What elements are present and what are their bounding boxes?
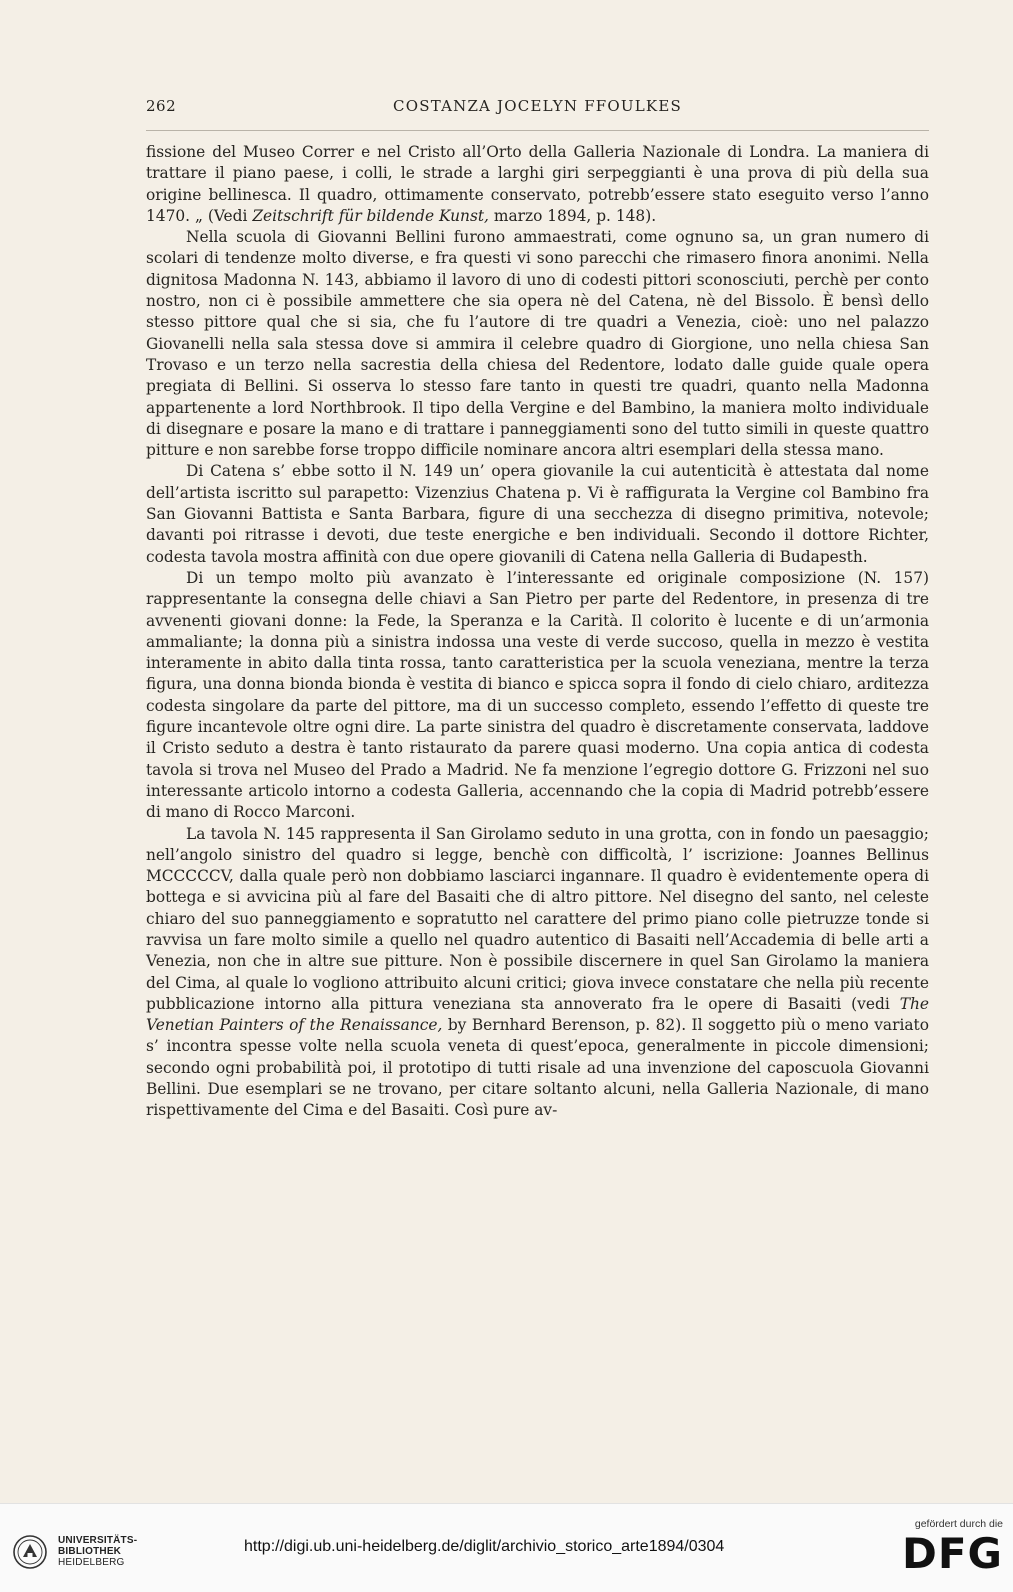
paragraph-5-text-a: La tavola N. 145 rappresenta il San Girolamo seduto in una grotta, con in fondo un paesaggio; nell’angolo sinistro del quadro si legge, benchè con difficoltà, l’ iscrizione: Joannes Bellinus MCCCCCV, dalla quale però non dobbiamo lasciarci ingannare. Il quadro è evidentemente opera di bottega e si avvicina più al fare del Basaiti che di altro pittore. Nel disegno del santo, nel celeste chiaro del suo panneggiamento e sopratutto nel carattere del primo piano colle pietruzze tonde si ravvisa un fare molto simile a quello nel quadro autentico di Basaiti nell’Accademia di belle arti a Venezia, non che in altre sue pitture. Non è possibile discernere in quel San Girolamo la maniera del Cima, al quale lo vogliono attribuito alcuni critici; giova invece constatare che nella più recente pubblicazione intorno alla pittura veneziana sta annoverato fra le opere di Basaiti (vedi	[146, 824, 929, 1013]
permalink-url[interactable]: http://digi.ub.uni-heidelberg.de/diglit/archivio_storico_arte1894/0304	[244, 1538, 725, 1555]
footer-bar	[0, 1503, 1013, 1592]
body-text	[146, 142, 929, 1122]
page-header	[146, 97, 929, 121]
paragraph-2: Nella scuola di Giovanni Bellini furono ammaestrati, come ognuno sa, un gran numero di scolari di tendenze molto diverse, e fra questi vi sono parecchi che rimasero finora anonimi. Nella dignitosa Madonna N. 143, abbiamo il lavoro di uno di codesti pittori sconosciuti, perchè per conto nostro, non ci è possibile ammettere che sia opera nè del Catena, nè del Bissolo. È bensì dello stesso pittore qual che si sia, che fu l’autore di tre quadri a Venezia, cioè: uno nel palazzo Giovanelli nella sala stessa dove si ammira il celebre quadro di Giorgione, uno nella chiesa San Trovaso e un terzo nella sacrestia della chiesa del Redentore, lodato dalle guide quale opera pregiata di Bellini. Si osserva lo stesso fare tanto in questi tre quadri, quanto nella Madonna appartenente a lord Northbrook. Il tipo della Vergine e del Bambino, la maniera molto individuale di disegnare e posare la mano e di trattare i panneggiamenti sono del tutto simili in queste quattro pitture e non sarebbe forse troppo difficile nominare ancora altri esemplari della stessa mano.	[146, 228, 929, 460]
paragraph-1-text-a: fissione del Museo Correr e nel Cristo all’Orto della Galleria Nazionale di Londra. La maniera di trattare il piano paese, i colli, le strade a larghi giri serpeggianti è una prova di più della sua origine bellinesca. Il quadro, ottimamente conservato, potrebb’essere stato eseguito verso l’anno 1470. „ (Vedi	[146, 143, 929, 225]
university-library-logo[interactable]	[12, 1526, 152, 1576]
journal-title: Zeitschrift für bildende Kunst,	[252, 206, 489, 225]
header-rule	[146, 130, 929, 131]
running-title: COSTANZA JOCELYN FFOULKES	[393, 97, 682, 115]
book-title: The Venetian Painters of the Renaissance,	[146, 994, 929, 1035]
paragraph-1	[146, 142, 929, 227]
paragraph-5	[146, 824, 929, 1122]
library-name-line-1: UNIVERSITÄTS-	[58, 1535, 138, 1546]
paragraph-5-text-b: by Bernhard Berenson, p. 82). Il soggetto più o meno variato s’ incontra spesse volte nella scuola veneta di quest’epoca, generalmente in piccole dimensioni; secondo ogni probabilità poi, il prototipo di tutti risale ad una invenzione del caposcuola Giovanni Bellini. Due esemplari se ne trovano, per citare soltanto alcuni, nella Galleria Nazionale, di mano rispettivamente del Cima e del Basaiti. Così pure av-	[146, 1016, 929, 1120]
paragraph-1-text-b: marzo 1894, p. 148).	[488, 206, 657, 225]
page-number: 262	[146, 97, 177, 115]
funder-logo[interactable]	[893, 1518, 1003, 1586]
library-name-line-2: BIBLIOTHEK	[58, 1546, 122, 1557]
library-name-line-3: HEIDELBERG	[58, 1557, 125, 1568]
library-name	[58, 1535, 137, 1568]
library-seal-icon	[12, 1534, 48, 1570]
funding-note: gefördert durch die	[914, 1518, 1003, 1530]
dfg-logo-text: DFG	[901, 1529, 1003, 1578]
paragraph-4: Di un tempo molto più avanzato è l’interessante ed originale composizione (N. 157) rappresentante la consegna delle chiavi a San Pietro per parte del Redentore, in presenza di tre avvenenti giovani donne: la Fede, la Speranza e la Carità. Il colorito è lucente e di un’armonia ammaliante; la donna più a sinistra indossa una veste di verde succoso, quella in mezzo è vestita interamente in abito dalla tinta rossa, tanto caratteristica per la scuola veneziana, mentre la terza figura, una donna bionda bionda è vestita di bianco e spicca sopra il fondo di cielo chiaro, arditezza codesta singolare da parte del pittore, ma di un successo completo, essendo l’effetto di queste tre figure incantevole oltre ogni dire. La parte sinistra del quadro è discretamente conservata, laddove il Cristo seduto a destra è tanto ristaurato da parere quasi moderno. Una copia antica di codesta tavola si trova nel Museo del Prado a Madrid. Ne fa menzione l’egregio dottore G. Frizzoni nel suo interessante articolo intorno a codesta Galleria, accennando che la copia di Madrid potrebb’essere di mano di Rocco Marconi.	[146, 568, 929, 822]
paragraph-3: Di Catena s’ ebbe sotto il N. 149 un’ opera giovanile la cui autenticità è attestata dal nome dell’artista iscritto sul parapetto: Vizenzius Chatena p. Vi è raffigurata la Vergine col Bambino fra San Giovanni Battista e Santa Barbara, figure di una secchezza di disegno primitiva, notevole; davanti poi ritrasse i devoti, due teste energiche e ben individuali. Secondo il dottore Richter, codesta tavola mostra affinità con due opere giovanili di Catena nella Galleria di Budapesth.	[146, 462, 929, 566]
